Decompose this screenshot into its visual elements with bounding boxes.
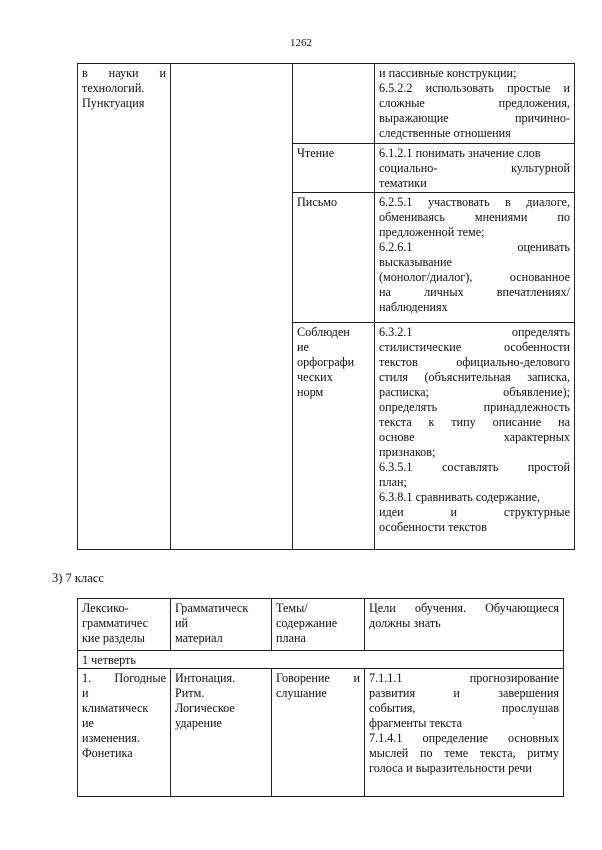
goals-cell: [375, 144, 575, 193]
goal-line: следственные отношения: [379, 126, 511, 140]
skill-label: Письмо: [297, 195, 338, 209]
section-title: 3) 7 класс: [52, 571, 104, 585]
header-cell: [78, 599, 171, 651]
grammar-line: Логическое: [175, 701, 235, 715]
header-line: Цели обучения. Обучающиеся: [369, 601, 559, 615]
goal-line: стиля (объяснительная записка,: [379, 370, 570, 384]
table-row: [78, 64, 575, 144]
topic-line: Говорение и: [276, 671, 360, 685]
goal-line: расписка; объявление);: [379, 385, 570, 399]
skill-label: орфографи: [297, 355, 355, 369]
goal-line: социально- культурной: [379, 161, 570, 175]
goal-line: 7.1.1.1 прогнозирование: [369, 671, 559, 685]
skill-label: ческих: [297, 370, 333, 384]
section-line: ие: [82, 716, 94, 730]
goals-cell: [375, 64, 575, 144]
header-line: плана: [276, 631, 306, 645]
skill-cell: [293, 64, 375, 144]
skill-label: ие: [297, 340, 309, 354]
quarter-cell: 1 четверть: [78, 651, 564, 669]
header-line: Лексико-: [82, 601, 129, 615]
header-cell: [365, 599, 564, 651]
goal-line: текстов официально-делового: [379, 355, 570, 369]
skill-cell: [293, 193, 375, 323]
header-cell: [171, 599, 272, 651]
goal-line: определять принадлежность: [379, 400, 570, 414]
goal-line: 6.1.2.1 понимать значение слов: [379, 146, 541, 160]
curriculum-table-grade-7: [77, 598, 564, 797]
goal-line: основе характерных: [379, 430, 570, 444]
goals-cell: [365, 669, 564, 797]
goal-line: предложенной теме;: [379, 225, 485, 239]
section-line: изменения.: [82, 731, 140, 745]
goal-line: идеи и структурные: [379, 505, 570, 519]
goal-line: мыслей по теме текста, ритму: [369, 746, 559, 760]
goal-line: 6.2.5.1 участвовать в диалоге,: [379, 195, 570, 209]
goal-line: на личных впечатлениях/: [379, 285, 570, 299]
goal-line: обмениваясь мнениями по: [379, 210, 570, 224]
goal-line: 6.5.2.2 использовать простые и: [379, 81, 570, 95]
section-line: Фонетика: [82, 746, 133, 760]
goal-line: признаков;: [379, 445, 436, 459]
header-line: Грамматическ: [175, 601, 249, 615]
grammar-cell: [171, 64, 293, 550]
goal-line: 6.3.2.1 определять: [379, 325, 570, 339]
header-line: ий: [175, 616, 189, 630]
skill-label: Чтение: [297, 146, 335, 160]
goal-line: голоса и выразительности речи: [369, 761, 532, 775]
skill-label: Соблюден: [297, 325, 350, 339]
header-line: должны знать: [369, 616, 441, 630]
header-line: материал: [175, 631, 223, 645]
page-number: 1262: [290, 37, 312, 49]
grammar-cell: [171, 669, 272, 797]
section-line: Пунктуация: [82, 96, 145, 110]
topic-line: слушание: [276, 686, 327, 700]
goal-line: события, прослушав: [369, 701, 559, 715]
goal-line: развития и завершения: [369, 686, 559, 700]
goal-line: тематики: [379, 176, 427, 190]
goal-line: (монолог/диалог), основанное: [379, 270, 570, 284]
section-line: климатическ: [82, 701, 149, 715]
goal-line: 6.3.5.1 составлять простой: [379, 460, 570, 474]
grammar-line: ударение: [175, 716, 222, 730]
section-line: технологий.: [82, 81, 145, 95]
section-line: 1. Погодные: [82, 671, 166, 685]
goal-line: 7.1.4.1 определение основных: [369, 731, 559, 745]
header-line: грамматичес: [82, 616, 149, 630]
curriculum-table-grade-6: [77, 63, 575, 550]
goal-line: 6.2.6.1 оценивать: [379, 240, 570, 254]
topic-cell: [272, 669, 365, 797]
section-cell: [78, 669, 171, 797]
skill-cell: [293, 323, 375, 550]
skill-label: норм: [297, 385, 324, 399]
goal-line: выражающие причинно-: [379, 111, 570, 125]
header-line: содержание: [276, 616, 338, 630]
goal-line: план;: [379, 475, 407, 489]
goal-line: стилистические особенности: [379, 340, 570, 354]
grammar-line: Ритм.: [175, 686, 205, 700]
section-cell: [78, 64, 171, 550]
goal-line: и пассивные конструкции;: [379, 66, 517, 80]
goals-cell: [375, 193, 575, 323]
section-line: в науки и: [82, 66, 166, 80]
section-line: и: [82, 686, 89, 700]
table-row: [78, 669, 564, 797]
table-header-row: [78, 599, 564, 651]
goal-line: сложные предложения,: [379, 96, 570, 110]
goal-line: фрагменты текста: [369, 716, 463, 730]
goal-line: высказывание: [379, 255, 452, 269]
goal-line: 6.3.8.1 сравнивать содержание,: [379, 490, 541, 504]
header-line: Темы/: [276, 601, 308, 615]
header-cell: [272, 599, 365, 651]
quarter-row: [78, 651, 564, 669]
goal-line: наблюдениях: [379, 300, 448, 314]
goals-cell: [375, 323, 575, 550]
goal-line: текста к типу описание на: [379, 415, 570, 429]
header-line: кие разделы: [82, 631, 145, 645]
skill-cell: [293, 144, 375, 193]
grammar-line: Интонация.: [175, 671, 236, 685]
goal-line: особенности текстов: [379, 520, 487, 534]
